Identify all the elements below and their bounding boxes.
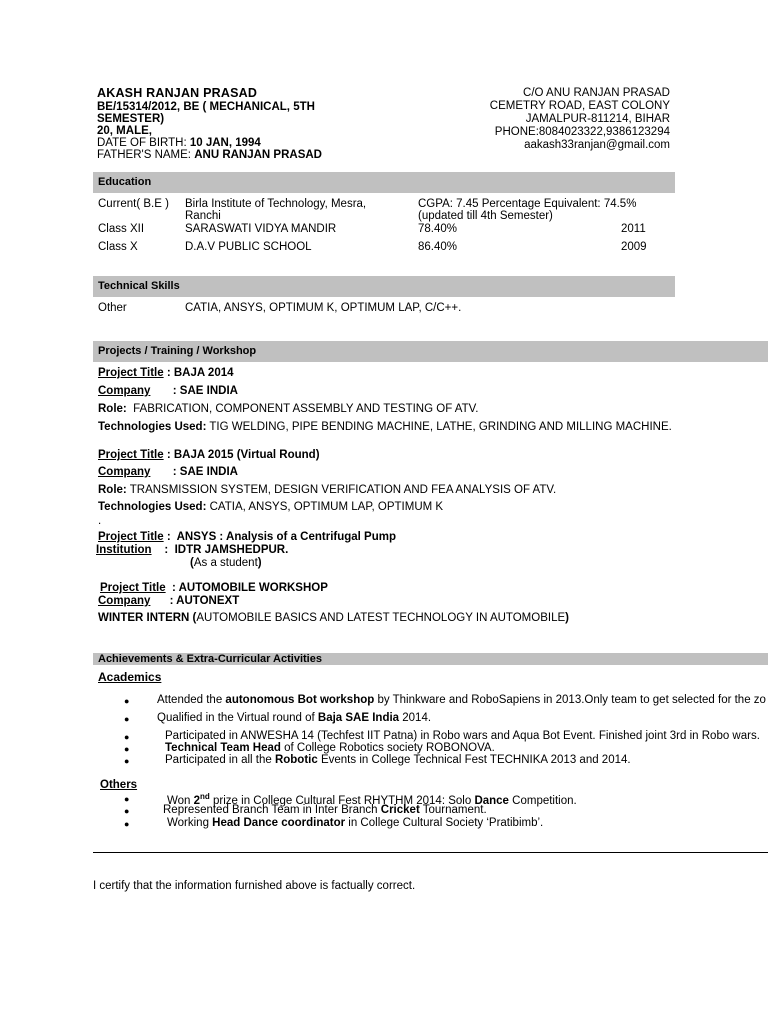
item-emphasis: 2 [193, 794, 201, 807]
bullet-icon: ● [124, 744, 130, 754]
father-label: FATHER'S NAME: [97, 149, 195, 161]
address-line: C/O ANU RANJAN PRASAD [523, 87, 670, 99]
bullet-icon: ● [124, 756, 130, 766]
project-3-title [98, 531, 396, 543]
bullet-icon: ● [124, 696, 130, 706]
project-title-value: : ANSYS : Analysis of a Centrifugal Pump [163, 531, 397, 543]
dob-row [97, 137, 322, 149]
item-text: Working [167, 817, 213, 829]
edu-institution-cont: Ranchi [185, 210, 221, 222]
edu-level: Current( B.E ) [98, 198, 169, 210]
institution-label: Institution [96, 544, 152, 556]
academics-label: Academics [98, 670, 162, 684]
company-value: : SAE INDIA [150, 385, 238, 397]
project-title-value: : BAJA 2014 [163, 367, 234, 379]
achievement-item: Participated in ANWESHA 14 (Techfest IIT Patna) in Robo wars and Aqua Bot Event. Finished joint 3rd in Robo wars. [165, 730, 760, 742]
projects-heading [93, 341, 768, 362]
edu-institution: Birla Institute of Technology, Mesra, [185, 198, 367, 210]
item-emphasis: autonomous Bot workshop [225, 694, 375, 706]
company-value: : AUTONEXT [150, 595, 240, 607]
dob-label: DATE OF BIRTH: [97, 137, 190, 149]
intern-label: WINTER INTERN ( [98, 612, 197, 624]
phone-line: PHONE:8084023322,9386123294 [494, 126, 670, 138]
item-text: Competition. [508, 794, 577, 807]
item-text: Won [167, 794, 194, 807]
role-label: Role: [98, 403, 127, 415]
achievements-title: Achievements & Extra-Curricular Activities [98, 653, 322, 665]
project-1-company [98, 385, 238, 397]
achievement-item [157, 694, 766, 706]
company-value: : SAE INDIA [150, 466, 238, 478]
item-text: Events in College Technical Fest TECHNIKA 2013 and 2014. [317, 754, 631, 766]
tech-value: TIG WELDING, PIPE BENDING MACHINE, LATHE, GRINDING AND MILLING MACHINE. [206, 421, 672, 433]
item-emphasis: Baja SAE India [317, 712, 400, 724]
project-2-title [98, 449, 320, 461]
item-text: Participated in all the [165, 754, 275, 766]
note-close: ) [257, 557, 262, 569]
bullet-icon: ● [124, 714, 130, 724]
project-2-role [98, 484, 556, 496]
item-emphasis: Cricket [380, 804, 420, 816]
candidate-name: AKASH RANJAN PRASAD [97, 86, 258, 100]
address-line: CEMETRY ROAD, EAST COLONY [489, 100, 670, 112]
skills-title: Technical Skills [98, 280, 180, 292]
project-title-value: : AUTOMOBILE WORKSHOP [165, 582, 328, 594]
project-2-company [98, 466, 238, 478]
stray-dot: . [98, 515, 102, 527]
ordinal-suffix: nd [200, 792, 210, 801]
skills-heading [93, 276, 675, 297]
company-label: Company [98, 595, 151, 607]
project-2-tech [98, 501, 443, 513]
project-1-tech [98, 421, 672, 433]
tech-label: Technologies Used: [98, 501, 207, 513]
intern-close: ) [565, 612, 569, 624]
bullet-icon: ● [124, 794, 130, 804]
email-link[interactable]: aakash33ranjan@gmail.com [524, 139, 670, 151]
note-open: ( [190, 557, 194, 569]
note-text: As a student [193, 557, 258, 569]
item-text: Attended the [157, 694, 226, 706]
education-title: Education [98, 176, 152, 188]
project-title-label: Project Title [98, 449, 164, 461]
edu-year: 2009 [621, 241, 647, 253]
project-title-label: Project Title [100, 582, 166, 594]
divider [93, 852, 768, 853]
edu-score-note: (updated till 4th Semester) [418, 210, 553, 222]
intern-value: AUTOMOBILE BASICS AND LATEST TECHNOLOGY IN AUTOMOBILE [196, 612, 566, 624]
achievement-item [157, 712, 431, 724]
item-text: Qualified in the Virtual round of [157, 712, 318, 724]
edu-level: Class XII [98, 223, 145, 235]
project-3-note [190, 557, 262, 569]
company-label: Company [98, 385, 151, 397]
item-text: of College Robotics society ROBONOVA. [280, 742, 495, 754]
tech-value: CATIA, ANSYS, OPTIMUM LAP, OPTIMUM K [206, 501, 444, 513]
role-value: TRANSMISSION SYSTEM, DESIGN VERIFICATION AND FEA ANALYSIS OF ATV. [126, 484, 557, 496]
project-3-institution [96, 544, 288, 556]
item-emphasis: Technical Team Head [165, 742, 281, 754]
item-text: 2014. [399, 712, 432, 724]
company-label: Company [98, 466, 151, 478]
edu-score: 78.40% [418, 223, 458, 235]
bullet-icon: ● [124, 732, 130, 742]
item-text: Represented Branch Team in Inter Branch [163, 804, 381, 816]
edu-score: CGPA: 7.45 Percentage Equivalent: 74.5% [418, 198, 637, 210]
achievement-item [165, 742, 495, 754]
personal-info [97, 87, 322, 161]
skills-label: Other [98, 302, 127, 314]
project-title-value: : BAJA 2015 (Virtual Round) [163, 449, 320, 461]
education-heading [93, 172, 675, 193]
institution-value: : IDTR JAMSHEDPUR. [151, 544, 289, 556]
edu-institution: D.A.V PUBLIC SCHOOL [185, 241, 312, 253]
item-text: Tournament. [419, 804, 487, 816]
achievements-heading [93, 653, 768, 665]
project-title-label: Project Title [98, 531, 164, 543]
item-emphasis: Head Dance coordinator [212, 817, 346, 829]
edu-year: 2011 [621, 223, 646, 235]
others-label: Others [100, 779, 138, 791]
semester-line: SEMESTER) [97, 113, 165, 125]
project-title-label: Project Title [98, 367, 164, 379]
item-emphasis: Robotic [274, 754, 318, 766]
father-row [97, 149, 322, 161]
project-4-company [98, 595, 239, 607]
address-block [420, 87, 670, 152]
project-1-title [98, 367, 234, 379]
role-value: FABRICATION, COMPONENT ASSEMBLY AND TESTING OF ATV. [126, 403, 479, 415]
others-item [167, 817, 543, 829]
dob-value: 10 JAN, 1994 [189, 137, 261, 149]
skills-value: CATIA, ANSYS, OPTIMUM K, OPTIMUM LAP, C/C++. [185, 302, 462, 314]
achievement-item [165, 754, 631, 766]
others-item [163, 804, 487, 816]
bullet-icon: ● [124, 806, 130, 816]
item-text: by Thinkware and RoboSapiens in 2013.Only team to get selected for the zo [374, 694, 766, 706]
item-text: in College Cultural Society ‘Pratibimb’. [345, 817, 544, 829]
project-4-title [100, 582, 328, 594]
father-value: ANU RANJAN PRASAD [194, 149, 322, 161]
projects-title: Projects / Training / Workshop [98, 345, 257, 357]
address-line: JAMALPUR-811214, BIHAR [525, 113, 670, 125]
enrollment-line: BE/15314/2012, BE ( MECHANICAL, 5TH [97, 101, 315, 113]
project-1-role [98, 403, 478, 415]
bullet-icon: ● [124, 819, 130, 829]
age-gender: 20, MALE, [97, 125, 152, 137]
edu-level: Class X [98, 241, 138, 253]
edu-score: 86.40% [418, 241, 458, 253]
edu-institution: SARASWATI VIDYA MANDIR [185, 223, 337, 235]
role-label: Role: [98, 484, 127, 496]
tech-label: Technologies Used: [98, 421, 207, 433]
certification-statement: I certify that the information furnished above is factually correct. [93, 880, 416, 892]
item-emphasis: Dance [474, 794, 509, 807]
item-text: prize in College Cultural Fest RHYTHM 2014: Solo [209, 794, 475, 807]
winter-intern [98, 612, 569, 624]
